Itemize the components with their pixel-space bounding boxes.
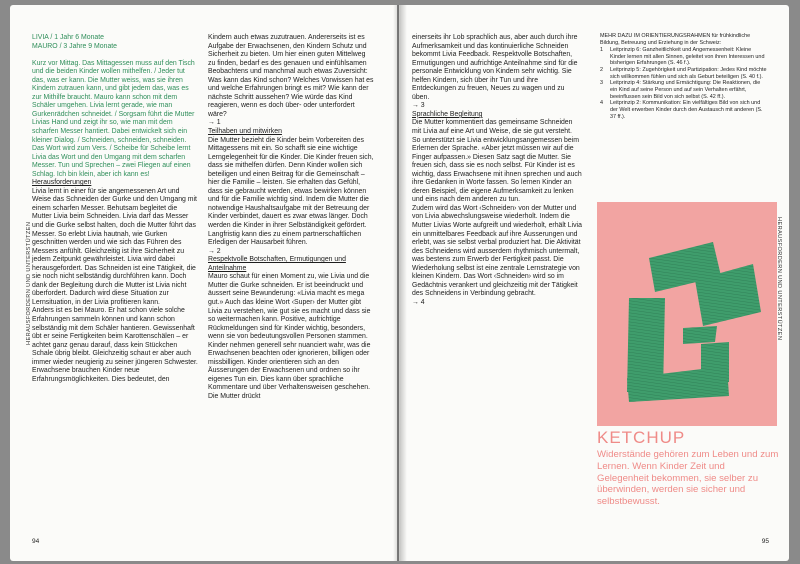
info-item	[600, 100, 767, 120]
page-number-right: 95	[761, 538, 769, 545]
col2-section-2-text: Die Mutter bezieht die Kinder beim Vorbereiten des Mittagessens mit ein. So schafft sie eine wichtige Lerngelegenheit für die Kinder. Die Kinder freuen sich, dass sie mithelfen dürfen. Denn Kinder wollen sich beteiligen und einen Beitrag für die Gemeinschaft – hier die Familie – leisten. Sie erhalten das Gefühl, dass sie gebraucht werden, etwas bewirken können und für die Familie wichtig sind. Indem die Mutter die notwendige Haushaltsaufgabe mit der Betreuung der Kinder verbindet, dauert es zwar etwas länger. Doch werden die Kinder in ihrer Selbständigkeit gefördert. Langfristig kann dies zu einem partnerschaftlichen Erledigen der Hausarbeit führen.	[208, 136, 374, 247]
green-stamp-illustration	[597, 202, 777, 426]
child-name-2: MAURO / 3 Jahre 9 Monate	[32, 42, 118, 50]
info-item	[600, 67, 767, 80]
section-text-2: Anders ist es bei Mauro. Er hat schon viele solche Erfahrungen sammeln können und kann schon selbständig mit dem Schäler hantieren. Gewissenhaft übt er seine Fertigkeiten beim Karottenschälen – er achtet ganz genau darauf, dass kein Stückchen Schale übrig bleibt. Gleichzeitig schaut er aber auch immer wieder neugierig zu seiner jüngeren Schwester.	[32, 307, 198, 366]
section-title-sprachliche-begleitung: Sprachliche Begleitung	[412, 110, 483, 118]
left-column-2	[208, 34, 374, 402]
section-title-botschaften: Respektvolle Botschaften, Ermutigungen und Anteilnahme	[208, 256, 346, 272]
left-column-1	[32, 34, 198, 384]
ketchup-illustration	[597, 202, 777, 426]
right-page	[399, 5, 789, 561]
intro-paragraph: Kurz vor Mittag. Das Mittagessen muss auf den Tisch und die beiden Kinder wollen mithelfen. / Jeder tut das, was er kann. Die Mutter weiss, was sie ihren Kindern zutrauen kann, und gibt jedem das, was es zur Mithilfe braucht. Mauro kann schon mit dem Schäler umgehen. Livia lernt gerade, wie man Gurkenrädchen schneidet. / Sorgsam führt die Mutter Livias Hand und zeigt ihr so, wie man mit dem scharfen Messer hantiert. Dabei entwickelt sich ein kleiner Dialog. / Schneiden, schneiden, schneiden. Das Wort wird zum Vers. / Scheibe für Scheibe lernt Livia das Wort und den Umgang mit dem scharfen Messer. Tun und Sprechen – zwei Fliegen auf einen Schlag. Ich bin klein, aber ich kann es!	[32, 59, 195, 178]
child-name-1: LIVIA / 1 Jahr 6 Monate	[32, 34, 105, 41]
orientation-framework-box	[600, 28, 767, 121]
left-side-label: HERAUSFORDERN UND UNTERSTÜTZEN	[26, 221, 32, 345]
book-gutter	[393, 5, 407, 561]
page-number-left: 94	[32, 538, 40, 545]
right-side-label: HERAUSFORDERN UND UNTERSTÜTZEN	[776, 217, 782, 341]
section-text-3: Erwachsene brauchen Kinder neue Erfahrungsmöglichkeiten. Dies bedeutet, den	[32, 367, 170, 383]
right-col-text-1: einerseits ihr Lob sprachlich aus, aber auch durch ihre Aufmerksamkeit und das kontinuierliche Schneiden bekommt Livia Feedback. Respektvolle Botschaften, Ermutigungen und aufrichtige Anteilnahme sind für die personale Entwicklung von Kindern sehr wichtig. Sie helfen Kindern, sich über ihr Tun und ihre Entdeckungen zu freuen, Neues zu wagen und zu üben.	[412, 34, 578, 101]
section-text-1: Livia lernt in einer für sie angemessenen Art und Weise das Schneiden der Gurke und den Umgang mit einem scharfen Messer. Behutsam begleitet die Mutter Livia beim Schneiden. Livia darf das Messer und die Gurke selbst halten, doch die Mutter führt das Messer. So erlebt Livia hautnah, wie Gurken geschnitten werden und wie sich das Führen des Messers anfühlt. Gleichzeitig ist ihre Sicherheit zu jedem Zeitpunkt gewährleistet. Livia wird dabei herausgefordert. Das Schneiden ist eine Tätigkeit, die sie noch nicht selbständig durchführen kann. Doch dank der Begleitung durch die Mutter ist Livia nicht überfordert. Dadurch wird diese Situation zur Lernsituation, in der Livia profitieren kann.	[32, 187, 197, 306]
left-page	[10, 5, 397, 561]
info-item-text: Leitprinzip 5: Zugehörigkeit und Partizipation: Jedes Kind möchte sich willkommen fühlen und sich als Geburt beteiligen (S. 40 f.).	[610, 66, 767, 80]
info-item-number: 2	[600, 66, 604, 73]
info-item-text: Leitprinzip 6: Ganzheitlichkeit und Angemessenheit: Kleine Kinder lernen mit allen Sinnen, geleitet von ihren Interessen und bisherigen Erfahrungen (S. 46 f.).	[610, 46, 765, 67]
info-item-number: 1	[600, 46, 604, 53]
reference-arrow-2: → 2	[208, 247, 221, 255]
info-item-text: Leitprinzip 2: Kommunikation: Ein vielfältiges Bild von sich und der Welt erwerben Kinder durch den Austausch mit anderen (S. 37 ff.).	[610, 100, 763, 120]
col2-section-3-text: Mauro schaut für einen Moment zu, wie Livia und die Mutter die Gurke schneiden. Er ist beeindruckt und äussert seine Bewunderung: «Livia macht es mega gut.» Auch das kleine Wort ‹Super› der Mutter gibt Livia zu verstehen, wie gut sie es macht und dass sie so weitermachen kann. Positive, aufrichtige Rückmeldungen sind für Kinder wichtig, besonders, wenn sie von bedeutungsvollen Personen stammen. Kinder nehmen generell sehr nuanciert wahr, was die Erwachsenen beachten oder ignorieren, billigen oder missbilligen. Kinder orientieren sich an den Äusserungen der Erwachsenen und ordnen so ihr eigenes Tun ein. Dies kann über sprachliche Kommentare und über Verhaltensweisen geschehen. Die Mutter drückt	[208, 273, 371, 400]
right-col-section-4-text: Die Mutter kommentiert das gemeinsame Schneiden mit Livia auf eine Art und Weise, die sie gut versteht. So unterstützt sie Livia entwicklungsangemessen beim Erlernen der Sprache. «Aber jetzt müssen wir auf die Finger aufpassen.» Diesen Satz sagt die Mutter. Sie freuen sich, dass sie es noch selbst. Für Kinder ist es wichtig, dass Erwachsene mit ihnen sprechen und auch ihre Gedanken in Worte fassen. So lernen Kinder an deren Beispiel, die eigene Aufmerksamkeit zu lenken und eins nach dem anderen zu tun.	[412, 119, 582, 204]
info-item-number: 4	[600, 100, 604, 107]
section-title-teilhaben: Teilhaben und mitwirken	[208, 128, 282, 136]
reference-arrow-4: → 4	[412, 298, 425, 306]
ketchup-heading: KETCHUP	[597, 428, 686, 447]
section-title-herausforderungen: Herausforderungen	[32, 179, 92, 187]
reference-arrow-3: → 3	[412, 102, 425, 110]
reference-arrow-1: → 1	[208, 119, 221, 127]
right-column-1	[412, 34, 582, 308]
info-item-number: 3	[600, 80, 604, 87]
right-col-section-4-text-2: Zudem wird das Wort ‹Schneiden› von der Mutter und von Livia abwechslungsweise wiederholt. Indem die Mutter Livias Worte aufgreift und wiederholt, erhält Livia ein unmittelbares Feedback auf ihre Äusserungen und erlebt, was sie selbst verbal produziert hat. Die Aktivität des Schneidens wird ausserdem rhythmisch untermalt, was bestens zum Erwerb der Fertigkeit passt. Die Wiederholung selbst ist eine zentrale Lernstrategie von kleinen Kindern. Das Wort ‹Schneiden› wird so im Gedächtnis verankert und gleichzeitig mit der Tätigkeit des Schneidens in Verbindung gebracht.	[412, 204, 582, 298]
col2-text-1: Kindern auch etwas zuzutrauen. Andererseits ist es Aufgabe der Erwachsenen, den Kindern Schutz und Sicherheit zu bieten. Um hier einen guten Mittelweg zu finden, bedarf es des genauen und einfühlsamen Beobachtens und manchmal auch etwas Zuversicht: Was kann das Kind schon? Welches Vorwissen hat es und welche Erfahrungen bringt es mit? Wie kann der nächste Schritt aussehen? Wie würde das Kind reagieren, wenn es doch über- oder unterfordert wäre?	[208, 34, 374, 118]
info-heading: MEHR DAZU IM ORIENTIERUNGSRAHMEN für frühkindliche Bildung, Betreuung und Erziehung in der Schweiz:	[600, 33, 751, 47]
info-item	[600, 80, 767, 100]
ketchup-quote: Widerstände gehören zum Leben und zum Lernen. Wenn Kinder Zeit und Gelegenheit bekommen, sie selber zu überwinden, werden sie sicher und selbstbewusst.	[597, 449, 779, 508]
info-item	[600, 47, 767, 67]
info-item-text: Leitprinzip 4: Stärkung und Ermächtigung: Die Reaktionen, die ein Kind auf seine Person und auf sein Verhalten erfährt, beeinflussen sein Bild von sich selbst (S. 42 ff.).	[610, 80, 761, 100]
